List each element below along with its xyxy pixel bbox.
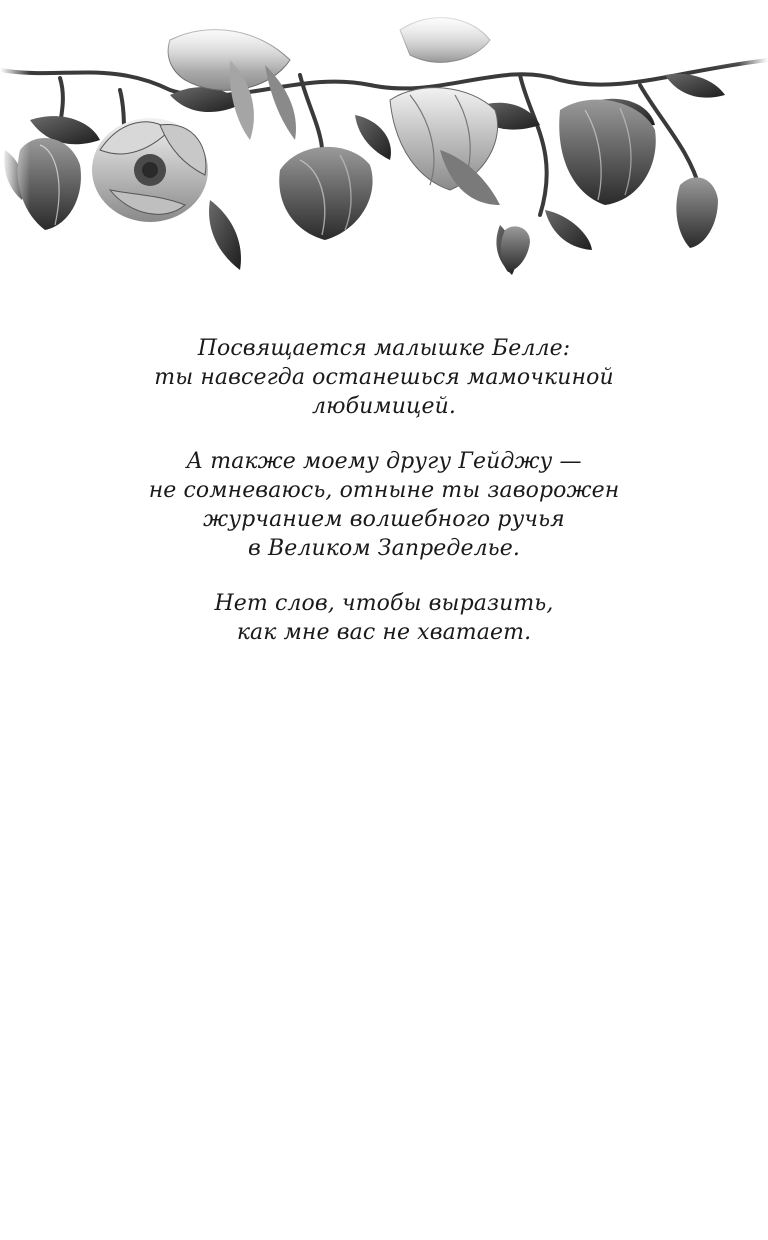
dedication-line: не сомневаюсь, отныне ты заворожен — [148, 478, 620, 503]
dedication-line: любимицей. — [312, 394, 456, 419]
dedication-stanza — [84, 447, 684, 563]
dedication-stanza — [84, 334, 684, 421]
magnolia-branch-icon — [0, 0, 768, 290]
dedication-line: ты навсегда останешься мамочкиной — [154, 365, 614, 390]
dedication-line: А также моему другу Гейджу — — [186, 449, 582, 474]
dedication-line: Нет слов, чтобы выразить, — [214, 591, 554, 616]
dedication-line: как мне вас не хватает. — [236, 620, 532, 645]
dedication-stanza — [84, 589, 684, 647]
dedication-line: в Великом Запределье. — [248, 536, 520, 561]
magnolia-illustration — [0, 0, 768, 290]
dedication-text — [84, 334, 684, 673]
dedication-line: Посвящается малышке Белле: — [197, 336, 571, 361]
dedication-line: журчанием волшебного ручья — [203, 507, 565, 532]
